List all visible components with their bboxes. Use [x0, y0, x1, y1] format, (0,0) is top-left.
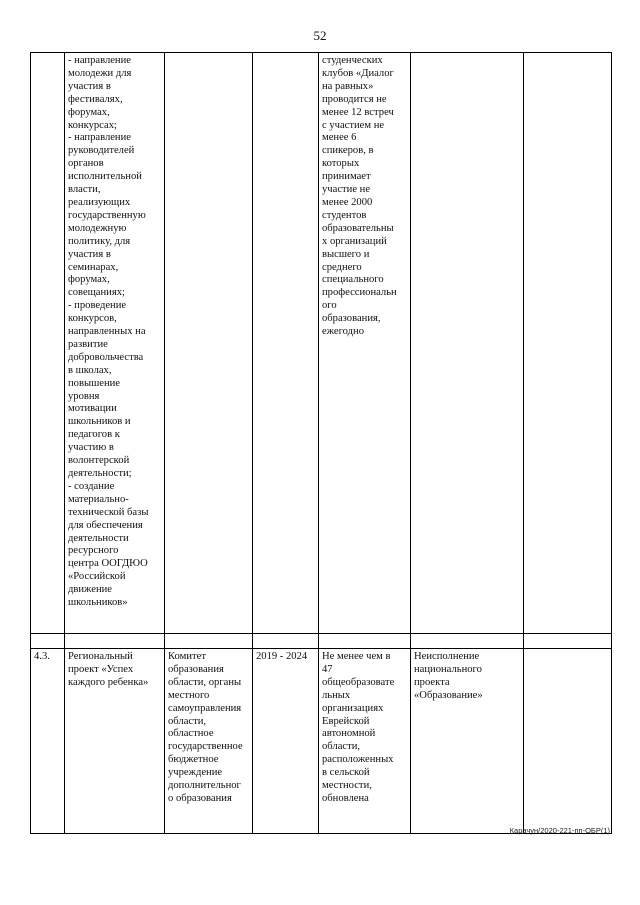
consequence-cell: Неисполнение национального проекта «Образование»	[411, 649, 524, 834]
result-cell: Не менее чем в 47 общеобразовате льных организациях Еврейской автономной области, расположенных в сельской местности, обновлена	[319, 649, 411, 834]
program-table	[30, 52, 612, 834]
measure-cell: Региональный проект «Успех каждого ребенка»	[65, 649, 165, 834]
table-row-gap	[31, 634, 612, 649]
page-number: 52	[313, 28, 327, 43]
link-cell	[524, 649, 612, 834]
period-cell	[253, 53, 319, 634]
executor-cell: Комитет образования области, органы местного самоуправления области, областное государственное бюджетное учреждение дополнительног о образования	[165, 649, 253, 834]
row-number-cell: 4.3.	[31, 649, 65, 834]
period-cell: 2019 - 2024	[253, 649, 319, 834]
link-cell	[524, 53, 612, 634]
result-cell: студенческих клубов «Диалог на равных» проводится не менее 12 встреч с участием не менее 6 спикеров, в которых принимает участие не менее 2000 студентов образовательны х организаций высшего и среднего специального профессиональн ого образования, ежегодно	[319, 53, 411, 634]
row-number-cell	[31, 53, 65, 634]
table-row	[31, 53, 612, 634]
measure-cell: - направление молодежи для участия в фестивалях, форумах, конкурсах; - направление руководителей органов исполнительной власти, реализующих государственную молодежную политику, для участия в семинарах, форумах, совещаниях; - проведение конкурсов, направленных на развитие добровольчества в школах, повышение уровня мотивации школьников и педагогов к участию в волонтерской деятельности; - создание материально- технической базы для обеспечения деятельности ресурсного центра ООГДЮО «Российской движение школьников»	[65, 53, 165, 634]
document-reference: Карачун/2020-221-пп-ОБР(1)	[509, 826, 610, 835]
consequence-cell	[411, 53, 524, 634]
table-row	[31, 649, 612, 834]
executor-cell	[165, 53, 253, 634]
